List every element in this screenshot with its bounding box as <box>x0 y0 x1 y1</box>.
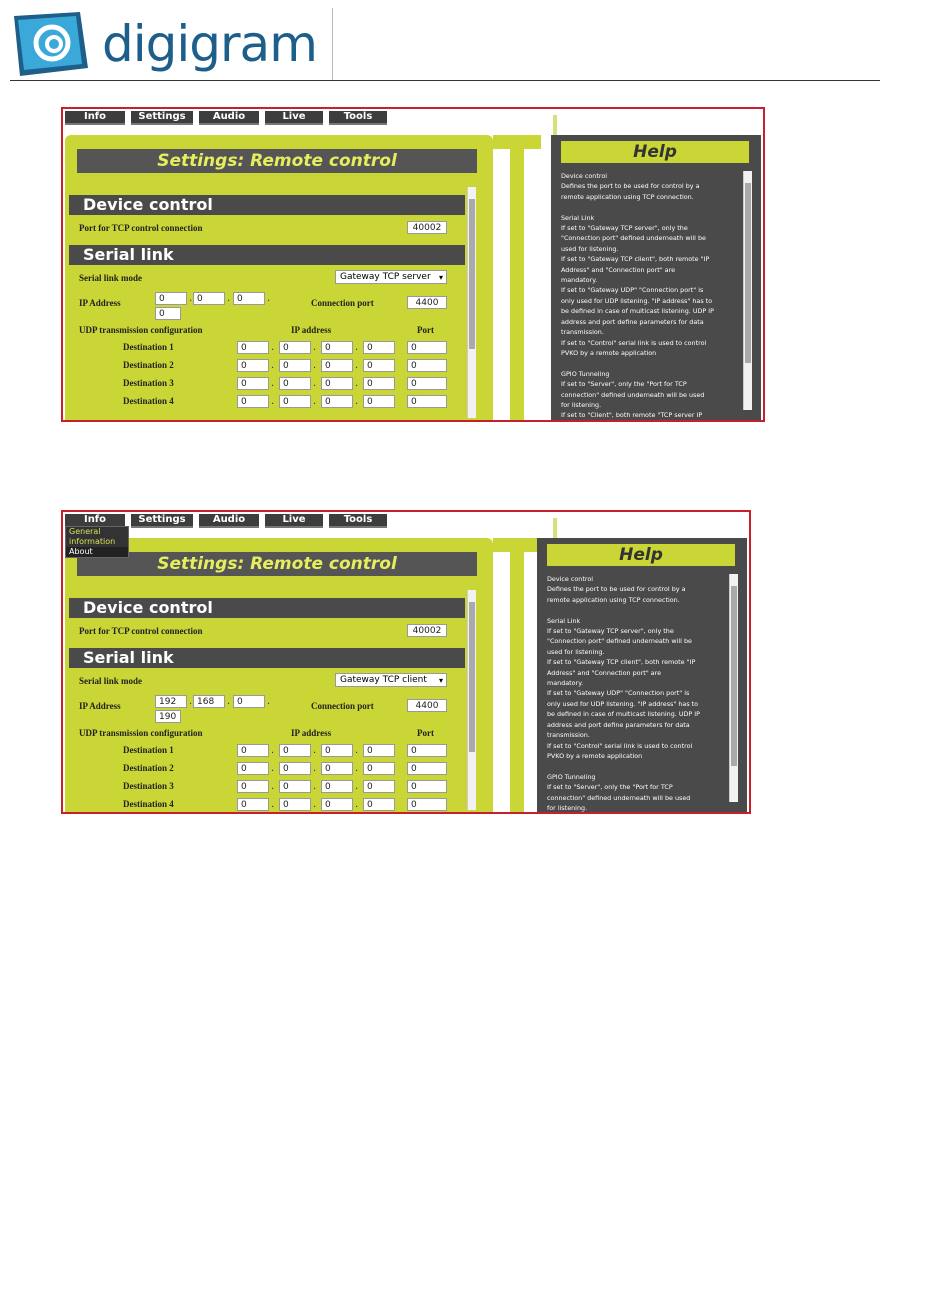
dest-ip-octet[interactable]: 0 <box>279 780 311 793</box>
tab-info[interactable]: Info <box>65 514 125 528</box>
scroll-up-icon[interactable] <box>468 187 476 195</box>
ip-separator: . <box>267 696 271 707</box>
ip-separator: . <box>313 378 317 389</box>
ip-octet-2[interactable]: 0 <box>193 292 225 305</box>
dest-ip-octet[interactable]: 0 <box>237 377 269 390</box>
ip-octet-2[interactable]: 168 <box>193 695 225 708</box>
dest-port-input[interactable]: 0 <box>407 341 447 354</box>
scroll-up-icon[interactable] <box>744 171 752 179</box>
dest-ip-octet[interactable]: 0 <box>363 359 395 372</box>
ip-separator: . <box>271 360 275 371</box>
dest-port-input[interactable]: 0 <box>407 798 447 811</box>
help-title: Help <box>561 141 749 163</box>
spiral-logo-icon <box>10 10 90 78</box>
dest-ip-octet[interactable]: 0 <box>279 395 311 408</box>
serial-mode-value: Gateway TCP client <box>340 675 427 685</box>
udp-config-label: UDP transmission configuration <box>79 325 203 335</box>
section-device-control: Device control <box>69 195 465 215</box>
menu-item-about[interactable]: About <box>66 547 128 557</box>
dest-ip-octet[interactable]: 0 <box>237 798 269 811</box>
tab-audio[interactable]: Audio <box>199 514 259 528</box>
chevron-down-icon: ▾ <box>438 676 443 685</box>
ip-octet-4[interactable]: 0 <box>155 307 181 320</box>
serial-mode-label: Serial link mode <box>79 273 143 283</box>
dest-ip-octet[interactable]: 0 <box>363 798 395 811</box>
page-title: Settings: Remote control <box>77 149 477 173</box>
dest-ip-octet[interactable]: 0 <box>279 798 311 811</box>
scroll-up-icon[interactable] <box>730 574 738 582</box>
dest-ip-octet[interactable]: 0 <box>279 377 311 390</box>
dest-port-input[interactable]: 0 <box>407 395 447 408</box>
col-port-header: Port <box>417 325 434 335</box>
ip-separator: . <box>271 378 275 389</box>
ip-separator: . <box>313 781 317 792</box>
ip-octet-3[interactable]: 0 <box>233 695 265 708</box>
help-text: Device control Defines the port to be used for control by a remote application using TCP connection. Serial Link If set to "Gateway TCP server", only the "Connection port" defined underneath will be used for listening. If set to "Gateway TCP client", both remote "IP Address" and "Connection port" are mandatory. If set to "Gateway UDP" "Connection port" is only used for UDP listening. "IP address" has to be defined in case of multicast listening. UDP IP address and port define parameters for data transmission. If set to "Control" serial link is used to control PVKO by a remote application GPIO Tunneling If set to "Server", only the "Port for TCP connection" defined underneath will be used for listening. If set to "Client", both remote "TCP server IP <box>561 172 715 420</box>
tab-bar <box>65 111 393 125</box>
port-tcp-input[interactable]: 40002 <box>407 624 447 637</box>
port-tcp-input[interactable]: 40002 <box>407 221 447 234</box>
divider-bar <box>493 538 541 552</box>
dest-ip-octet[interactable]: 0 <box>363 341 395 354</box>
settings-panel <box>65 135 493 420</box>
divider-stem <box>510 135 524 420</box>
ip-separator: . <box>355 745 359 756</box>
udp-config-label: UDP transmission configuration <box>79 728 203 738</box>
ip-separator: . <box>271 781 275 792</box>
port-tcp-label: Port for TCP control connection <box>79 223 203 233</box>
menu-item-general-information[interactable]: General information <box>69 527 116 546</box>
dest-ip-octet[interactable]: 0 <box>321 359 353 372</box>
logo-wordmark: digigram <box>102 15 317 73</box>
destination-label: Destination 3 <box>123 781 174 791</box>
connection-port-label: Connection port <box>311 701 374 711</box>
dest-ip-octet[interactable]: 0 <box>363 744 395 757</box>
help-text: Device control Defines the port to be used for control by a remote application using TCP connection. Serial Link If set to "Gateway TCP server", only the "Connection port" defined underneath will be used for listening. If set to "Gateway TCP client", both remote "IP Address" and "Connection port" are mandatory. If set to "Gateway UDP" "Connection port" is only used for UDP listening. "IP address" has to be defined in case of multicast listening. UDP IP address and port define parameters for data transmission. If set to "Control" serial link is used to control PVKO by a remote application GPIO Tunneling If set to "Server", only the "Port for TCP connection" defined underneath will be used for listening. If set to "Client", both remote "TCP server IP <box>547 575 701 823</box>
ip-separator: . <box>271 745 275 756</box>
settings-scrollbar[interactable] <box>467 590 476 810</box>
tab-live[interactable]: Live <box>265 111 323 125</box>
dest-ip-octet[interactable]: 0 <box>321 377 353 390</box>
dest-ip-octet[interactable]: 0 <box>363 395 395 408</box>
ip-separator: . <box>313 799 317 810</box>
screenshot-2 <box>61 510 751 823</box>
serial-mode-label: Serial link mode <box>79 676 143 686</box>
ip-separator: . <box>271 396 275 407</box>
destination-label: Destination 3 <box>123 378 174 388</box>
dest-port-input[interactable]: 0 <box>407 780 447 793</box>
scroll-thumb[interactable] <box>745 183 751 363</box>
ip-separator: . <box>271 763 275 774</box>
ip-separator: . <box>313 763 317 774</box>
logo-divider <box>332 8 333 80</box>
ip-octet-1[interactable]: 192 <box>155 695 187 708</box>
section-serial-link: Serial link <box>69 245 465 265</box>
tab-audio[interactable]: Audio <box>199 111 259 125</box>
connection-port-input[interactable]: 4400 <box>407 296 447 309</box>
divider-bar <box>493 135 541 149</box>
dest-ip-octet[interactable]: 0 <box>279 341 311 354</box>
digigram-logo <box>10 10 332 78</box>
dest-port-input[interactable]: 0 <box>407 744 447 757</box>
serial-mode-value: Gateway TCP server <box>340 272 431 282</box>
ip-separator: . <box>313 396 317 407</box>
tab-live[interactable]: Live <box>265 514 323 528</box>
section-device-control: Device control <box>69 598 465 618</box>
dest-ip-octet[interactable]: 0 <box>279 359 311 372</box>
ip-separator: . <box>355 781 359 792</box>
dest-ip-octet[interactable]: 0 <box>321 395 353 408</box>
ip-separator: . <box>271 342 275 353</box>
ip-address-label: IP Address <box>79 701 121 711</box>
col-ip-header: IP address <box>291 325 332 335</box>
destination-label: Destination 1 <box>123 342 174 352</box>
dest-ip-octet[interactable]: 0 <box>237 395 269 408</box>
dest-ip-octet[interactable]: 0 <box>321 780 353 793</box>
serial-mode-select[interactable] <box>335 673 447 687</box>
ip-separator: . <box>313 360 317 371</box>
ip-separator: . <box>227 696 231 707</box>
settings-panel <box>65 538 493 812</box>
dest-ip-octet[interactable]: 0 <box>321 798 353 811</box>
destination-label: Destination 1 <box>123 745 174 755</box>
dest-ip-octet[interactable]: 0 <box>237 780 269 793</box>
ip-separator: . <box>271 799 275 810</box>
page-title: Settings: Remote control <box>77 552 477 576</box>
ip-octet-3[interactable]: 0 <box>233 292 265 305</box>
scroll-thumb[interactable] <box>731 586 737 766</box>
ip-separator: . <box>267 293 271 304</box>
ip-separator: . <box>189 696 193 707</box>
connection-port-input[interactable]: 4400 <box>407 699 447 712</box>
screenshot-1 <box>61 107 765 422</box>
dest-ip-octet[interactable]: 0 <box>363 762 395 775</box>
dest-ip-octet[interactable]: 0 <box>237 744 269 757</box>
port-tcp-label: Port for TCP control connection <box>79 626 203 636</box>
section-serial-link: Serial link <box>69 648 465 668</box>
ip-separator: . <box>355 360 359 371</box>
dest-ip-octet[interactable]: 0 <box>321 744 353 757</box>
help-panel <box>537 538 747 823</box>
scroll-thumb[interactable] <box>469 602 475 752</box>
divider-stem <box>510 538 524 812</box>
connection-port-label: Connection port <box>311 298 374 308</box>
help-scrollbar[interactable] <box>743 171 752 410</box>
dest-port-input[interactable]: 0 <box>407 762 447 775</box>
dest-port-input[interactable]: 0 <box>407 377 447 390</box>
ip-octet-1[interactable]: 0 <box>155 292 187 305</box>
ip-address-label: IP Address <box>79 298 121 308</box>
chevron-down-icon: ▾ <box>438 273 443 282</box>
help-panel <box>551 135 761 420</box>
dest-ip-octet[interactable]: 0 <box>279 762 311 775</box>
tab-settings[interactable]: Settings <box>131 514 193 528</box>
dest-port-input[interactable]: 0 <box>407 359 447 372</box>
ip-separator: . <box>355 396 359 407</box>
help-title: Help <box>547 544 735 566</box>
col-port-header: Port <box>417 728 434 738</box>
ip-separator: . <box>189 293 193 304</box>
info-dropdown-menu <box>65 526 129 558</box>
destination-label: Destination 2 <box>123 763 174 773</box>
ip-separator: . <box>355 378 359 389</box>
header-rule <box>10 80 880 81</box>
ip-separator: . <box>313 342 317 353</box>
scroll-thumb[interactable] <box>469 199 475 349</box>
dest-ip-octet[interactable]: 0 <box>321 762 353 775</box>
destination-label: Destination 2 <box>123 360 174 370</box>
dest-ip-octet[interactable]: 0 <box>363 780 395 793</box>
ip-separator: . <box>227 293 231 304</box>
dest-ip-octet[interactable]: 0 <box>237 359 269 372</box>
tab-settings[interactable]: Settings <box>131 111 193 125</box>
dest-ip-octet[interactable]: 0 <box>363 377 395 390</box>
ip-octet-4[interactable]: 190 <box>155 710 181 723</box>
ip-separator: . <box>355 763 359 774</box>
dest-ip-octet[interactable]: 0 <box>279 744 311 757</box>
serial-mode-select[interactable] <box>335 270 447 284</box>
settings-scrollbar[interactable] <box>467 187 476 418</box>
dest-ip-octet[interactable]: 0 <box>237 762 269 775</box>
help-scrollbar[interactable] <box>729 574 738 802</box>
dest-ip-octet[interactable]: 0 <box>321 341 353 354</box>
tab-tools[interactable]: Tools <box>329 514 387 528</box>
tab-info[interactable]: Info <box>65 111 125 125</box>
ip-separator: . <box>355 342 359 353</box>
col-ip-header: IP address <box>291 728 332 738</box>
dest-ip-octet[interactable]: 0 <box>237 341 269 354</box>
ip-separator: . <box>355 799 359 810</box>
tab-tools[interactable]: Tools <box>329 111 387 125</box>
destination-label: Destination 4 <box>123 799 174 809</box>
destination-label: Destination 4 <box>123 396 174 406</box>
scroll-up-icon[interactable] <box>468 590 476 598</box>
ip-separator: . <box>313 745 317 756</box>
